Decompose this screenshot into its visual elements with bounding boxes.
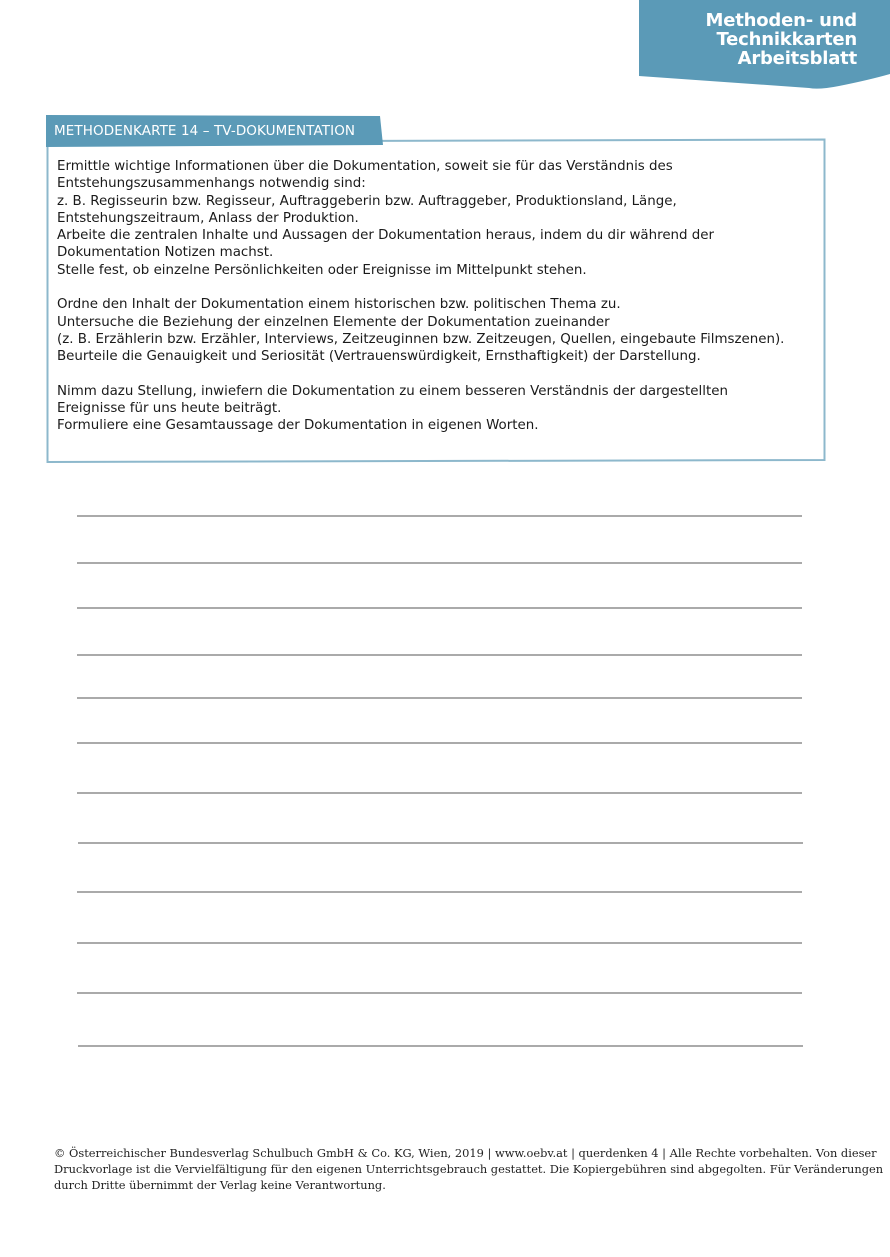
instruction-line: Dokumentation Notizen machst. bbox=[57, 245, 274, 261]
instruction-line: Formuliere eine Gesamtaussage der Dokumentation in eigenen Worten. bbox=[57, 418, 539, 434]
instruction-line: Ereignisse für uns heute beiträgt. bbox=[57, 401, 282, 417]
corner-label-line: Technikkarten bbox=[716, 29, 857, 50]
instruction-line: Entstehungszusammenhangs notwendig sind: bbox=[57, 176, 366, 192]
instruction-line: (z. B. Erzählerin bzw. Erzähler, Interviews, Zeitzeuginnen bzw. Zeitzeugen, Quellen, eingebaute Filmszenen). bbox=[57, 331, 785, 347]
instruction-line: Nimm dazu Stellung, inwiefern die Dokumentation zu einem besseren Verständnis der dargestellten bbox=[57, 383, 728, 399]
instruction-line: Beurteile die Genauigkeit und Seriosität (Vertrauenswürdigkeit, Ernsthaftigkeit) der Darstellung. bbox=[57, 349, 701, 365]
footer-line: durch Dritte übernimmt der Verlag keine Verantwortung. bbox=[54, 1178, 386, 1192]
instruction-line: Untersuche die Beziehung der einzelnen Elemente der Dokumentation zueinander bbox=[57, 314, 610, 330]
corner-label-line: Methoden- und bbox=[705, 10, 857, 31]
paragraph-gap bbox=[57, 279, 817, 296]
instruction-line: Ordne den Inhalt der Dokumentation einem historischen bzw. politischen Thema zu. bbox=[57, 297, 621, 313]
corner-label-line: Arbeitsblatt bbox=[737, 48, 857, 69]
corner-label-tab bbox=[639, 0, 890, 90]
method-card-title: METHODENKARTE 14 – TV-DOKUMENTATION bbox=[54, 123, 356, 139]
instruction-line: Stelle fest, ob einzelne Persönlichkeiten oder Ereignisse im Mittelpunkt stehen. bbox=[57, 262, 587, 278]
instruction-line: Ermittle wichtige Informationen über die Dokumentation, soweit sie für das Verständnis des bbox=[57, 159, 673, 174]
instruction-line: Arbeite die zentralen Inhalte und Aussagen der Dokumentation heraus, indem du dir während der bbox=[57, 228, 715, 244]
paragraph-gap bbox=[57, 366, 817, 383]
footer-line: Druckvorlage ist die Vervielfältigung für den eigenen Unterrichtsgebrauch gestattet. Die Kopiergebühren sind abgegolten. Für Veränderungen bbox=[54, 1162, 884, 1176]
instruction-line: z. B. Regisseurin bzw. Regisseur, Auftraggeberin bzw. Auftraggeber, Produktionsland, Länge, bbox=[57, 193, 677, 209]
footer-line: © Österreichischer Bundesverlag Schulbuch GmbH & Co. KG, Wien, 2019 | www.oebv.at | querdenken 4 | Alle Rechte vorbehalten. Von dieser bbox=[54, 1146, 877, 1160]
corner-label bbox=[706, 11, 857, 68]
copyright-footer bbox=[54, 1145, 884, 1193]
method-card-body bbox=[57, 158, 817, 435]
method-card-title-tab bbox=[46, 115, 383, 147]
instruction-line: Entstehungszeitraum, Anlass der Produktion. bbox=[57, 210, 359, 226]
